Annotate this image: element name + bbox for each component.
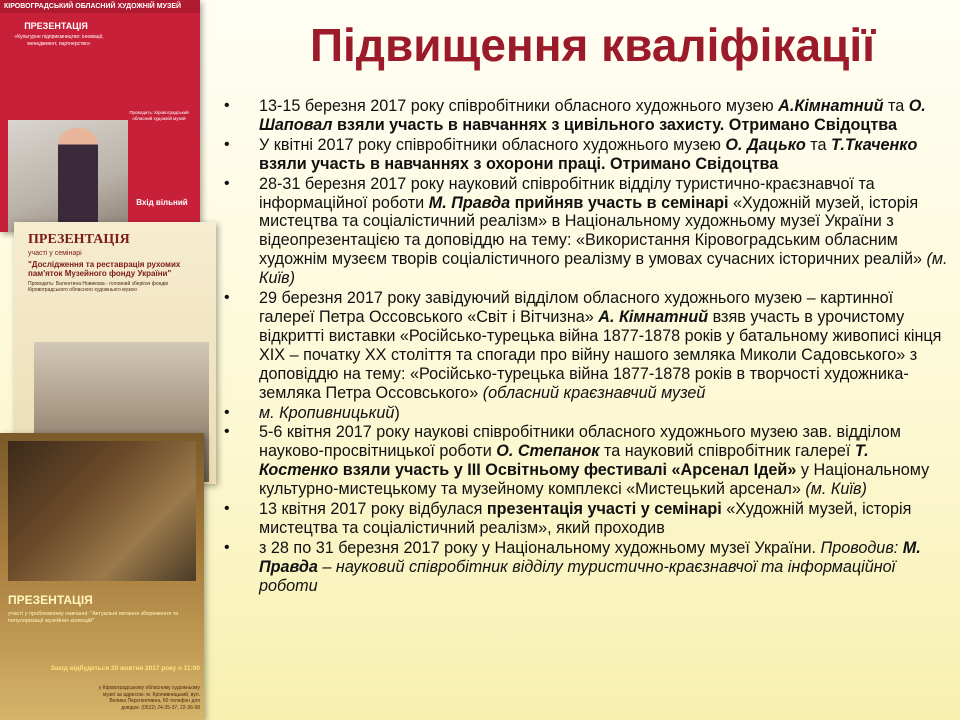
bullet-text-segment: та науковий співробітник галереї	[599, 442, 855, 461]
bullet-text-segment: А. Кімнатний	[598, 307, 709, 326]
bullet-text-segment: (обласний краєзнавчий музей	[482, 383, 706, 402]
poster-header: КІРОВОГРАДСЬКИЙ ОБЛАСНИЙ ХУДОЖНІЙ МУЗЕЙ	[0, 0, 200, 13]
bullet-item	[222, 97, 950, 135]
bullet-text-segment: у Національному культурно-мистецькому та музейному комплексі «Мистецький арсенал»	[259, 461, 930, 499]
bullet-text-segment: «Художній музей, історія мистецтва та соціалістичний реалізм» в Національному художньому музеї України з відеопрезентацією та доповіддю на тему: «Використання Кіровоградським обласним художнім музеєм творів соціалістичного реалізму в умовах сучасних історичних реалій»	[259, 193, 927, 269]
bullet-text-segment: прийняв участь в семінарі	[510, 193, 729, 212]
poster-date: Захід відбудеться 20 жовтня 2017 року о 11:00	[50, 665, 200, 672]
poster-subtitle: участі у семінарі	[28, 250, 82, 257]
page-title: Підвищення кваліфікації	[309, 19, 876, 71]
bullet-text-segment: взяли участь у ІІІ Освітньому фестивалі «Арсенал Ідей»	[338, 461, 797, 480]
bullet-text-segment: м. Кропивницький	[259, 403, 395, 422]
bullet-text-segment: «Художній музей, історія мистецтва та соціалістичний реалізм», який проходив	[259, 500, 912, 537]
bullet-item	[222, 423, 950, 499]
bullet-text-segment: 13 квітня 2017 року відбулася	[259, 500, 487, 519]
bullet-text-segment: взяли участь в навчаннях з цивільного захисту. Отримано Свідоцтва	[332, 115, 897, 134]
bullet-text-segment: Т. Костенко	[259, 442, 869, 480]
poster-body: «Культурне підприємництво: інновації, менеджмент, партнерство»	[14, 34, 104, 47]
bullet-text-segment: 29 березня 2017 року завідуючий відділом обласного художнього музею – картинної галереї Петра Оссовського «Світ і Вітчизна»	[259, 289, 894, 326]
bullet-text-segment: )	[394, 403, 400, 422]
bullet-text-segment: взяв участь в урочистому відкритті виставки «Російсько-турецька війна 1877-1878 років у батальному живописі кінця ХІХ – початку ХХ століття та спогади про війну нашого земляка Миколи Садовського» з доповіддю на тему: «Російсько-турецька війна 1877-1878 років в творчості художника-земляка Петра Оссовського»	[259, 307, 942, 402]
poster-photo	[8, 120, 128, 232]
poster-address: у Кіровоградському обласному художньому музеї за адресою: м. Кропивницький, вул. Велика Перспективна, 60 телефон для довідок: (0522) 24-35-37, 22-36-98	[98, 685, 200, 711]
bullet-text-segment: У квітні 2017 року співробітники обласного художнього музею	[259, 135, 726, 154]
poster-details: Проводить: Валентина Новикова - головний зберігач фондів Кіровоградського обласного художнього музею	[28, 281, 169, 293]
bullet-text-segment: М. Правда	[259, 538, 921, 576]
poster-collage	[0, 0, 222, 720]
bullet-item	[222, 289, 950, 402]
bullet-text-segment: 28-31 березня 2017 року науковий співробітник відділу туристично-краєзнавчої та інформаційної роботи	[259, 174, 875, 212]
poster-title: ПРЕЗЕНТАЦІЯ	[8, 593, 93, 607]
poster-entry-label: Вхід вільний	[136, 198, 188, 207]
bullet-text-segment: презентація участі у семінарі	[486, 500, 722, 519]
poster-organizer: Проводить: Кіровоградський обласний художній музей	[129, 110, 189, 121]
bullet-item	[222, 175, 950, 288]
bullet-text-segment: О. Шаповал	[259, 97, 926, 134]
bullet-text-segment: – науковий співробітник відділу туристично-краєзнавчої та інформаційної роботи	[259, 557, 896, 595]
poster-photo	[8, 441, 196, 581]
bullet-text-segment: та	[883, 97, 909, 115]
bullet-text-segment: О. Степанок	[496, 442, 600, 461]
bullet-item	[222, 136, 950, 174]
poster-topic: "Дослідження та реставрація рухомих пам'яток Музейного фонду України"	[28, 260, 181, 278]
bullet-text-segment: Проводив:	[820, 538, 903, 557]
bullet-text-segment: 5-6 квітня 2017 року наукові співробітники обласного художнього музею зав. відділом науково-просвітницької роботи	[259, 423, 901, 461]
poster-culture-entrepreneurship	[0, 0, 200, 232]
bullet-item	[222, 539, 950, 596]
poster-collections-training	[0, 433, 204, 720]
poster-title: ПРЕЗЕНТАЦІЯ	[28, 232, 130, 247]
bullet-text-segment: з 28 по 31 березня 2017 року у Національному художньому музеї України.	[259, 538, 821, 557]
bullet-item	[222, 404, 950, 423]
bullet-text-segment: Т.Ткаченко	[831, 135, 918, 154]
poster-subtitle: участі у проблемному навчанні: "Актуальні питання збереження та популяризації музейних колекцій"	[8, 611, 179, 624]
presenter-figure	[58, 128, 98, 232]
bullet-text-segment: (м. Київ)	[259, 250, 948, 288]
bullet-text-segment: О. Дацько	[725, 135, 806, 154]
bullet-list	[222, 97, 950, 597]
bullet-text-segment: взяли участь в навчаннях з охорони праці. Отримано Свідоцтва	[259, 154, 779, 173]
bullet-text-segment: та	[805, 135, 832, 154]
bullet-item	[222, 500, 950, 538]
bullet-text-segment: А.Кімнатний	[778, 97, 884, 115]
bullet-text-segment: М. Правда	[428, 193, 511, 212]
bullet-text-segment: 13-15 березня 2017 року співробітники обласного художнього музею	[259, 97, 779, 115]
bullet-text-segment: (м. Київ)	[805, 480, 867, 499]
poster-title: ПРЕЗЕНТАЦІЯ	[24, 21, 88, 31]
